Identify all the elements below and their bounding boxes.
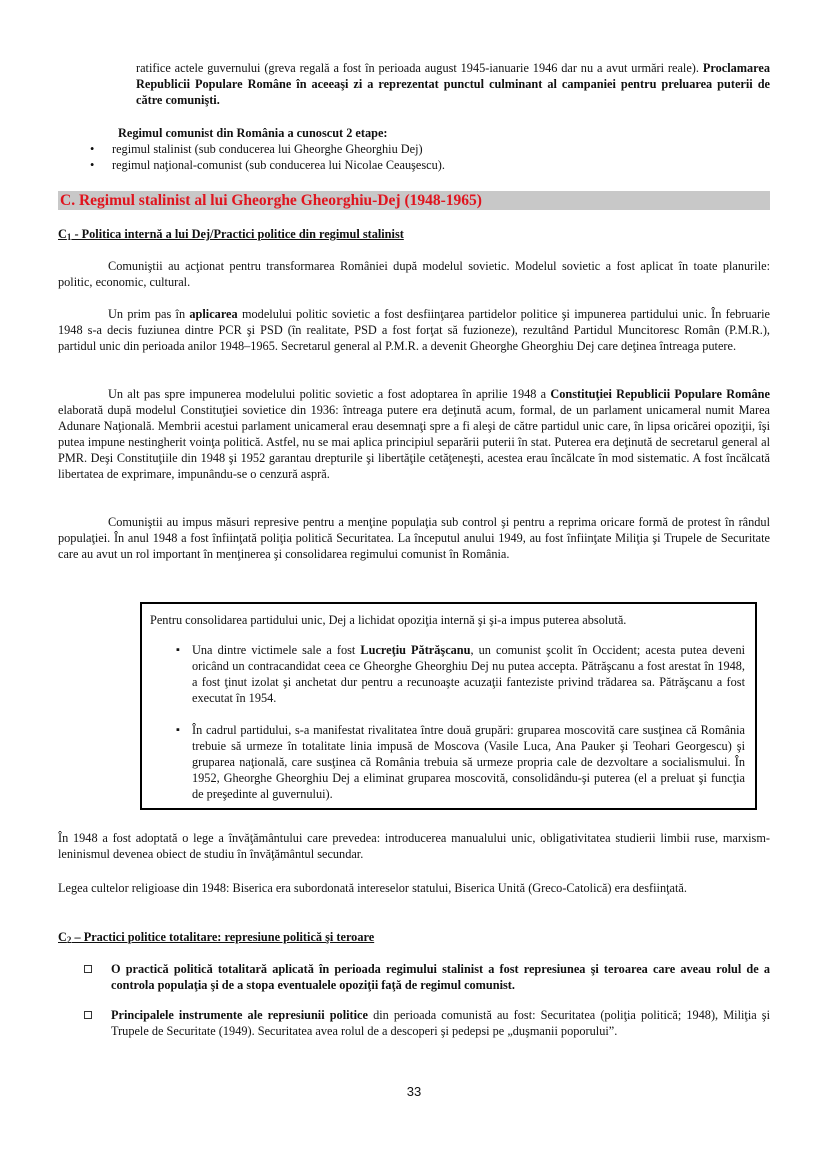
section-heading: C. Regimul stalinist al lui Gheorghe Gheorghiu-Dej (1948-1965) [58, 191, 770, 210]
list-item: • regimul naţional-comunist (sub conducerea lui Nicolae Ceauşescu). [90, 157, 445, 173]
square-bullet-icon [84, 965, 92, 973]
paragraph: Comuniştii au acţionat pentru transformarea României după modelul sovietic. Modelul sovietic a fost aplicat în toate planurile: politic, economic, cultural. [58, 259, 770, 289]
list-item: ▪ În cadrul partidului, s-a manifestat rivalitatea între două grupări: gruparea moscovită care susţinea că România trebuie să urmeze în totalitate linia impusă de Moscova (Vasile Luca, Ana Pauker şi Teohari Georgescu) şi gruparea naţională, care susţinea că România trebuia să urmeze propria cale de dezvoltare a socialismului. În 1952, Gheorghe Gheorghiu Dej a eliminat gruparea moscovită, consolidându-şi puterea (el a preluat şi funcţia de preşedinte al guvernului). [150, 722, 745, 802]
subsection-heading-c1: $C_1$ - Politica internă a lui Dej/Practici politice din regimul stalinist [58, 227, 404, 242]
square-bullet-icon [84, 1011, 92, 1019]
stages-list [90, 141, 445, 173]
page-number: 33 [406, 1084, 422, 1099]
intro-paragraph [136, 60, 770, 108]
paragraph: Comuniştii au impus măsuri represive pentru a menţine populaţia sub control şi pentru a reprima oricare formă de protest în rândul populaţiei. În anul 1948 a fost înfiinţată poliţia politică Securitatea. La începutul anului 1949, au fost înfiinţate Miliţia şi Trupele de Securitate care au avut un rol important în menţinerea şi consolidarea regimului comunist în România. [58, 515, 770, 561]
list-item: • regimul stalinist (sub conducerea lui Gheorghe Gheorghiu Dej) [90, 141, 445, 157]
list-item: Principalele instrumente ale represiunii politice din perioada comunistă au fost: Securitatea (poliţia politică; 1948), Miliţia şi Trupele de Securitate (1949). Securitatea avea rolul de a descoperi şi pedepsi pe „duşmanii poporului”. [84, 1007, 770, 1039]
intro-text: ratifice actele guvernului (greva regală a fost în perioada august 1945-ianuarie 1946 dar nu a avut urmări reale). [136, 61, 699, 75]
paragraph: Un alt pas spre impunerea modelului politic sovietic a fost adoptarea în aprilie 1948 a Constituţiei Republicii Populare Române elaborată după modelul Constituţiei sovietice din 1936: întreaga putere era deţinută acum, formal, de un parlament unicameral numit Marea Adunare Naţională. Membrii acestui parlament unicameral erau desemnaţi spre a fi aleşi de către partidul unic care, în lipsa oricărei opoziţii, îşi putea impune nestingherit voinţa politică. Astfel, nu se mai aplica principiul separării puterii în stat. Puterea era deţinută de secretarul general al PMR. Deşi Constituţiile din 1948 şi 1952 garantau drepturile şi libertăţile cetăţeneşti, acestea erau încălcate în mod sistematic. A fost încălcată libertatea de exprimare, impunându-se o cenzură aspră. [58, 387, 770, 481]
box-intro: Pentru consolidarea partidului unic, Dej a lichidat opoziţia internă şi şi-a impus puterea absolută. [150, 613, 627, 627]
stages-title: Regimul comunist din România a cunoscut 2 etape: [118, 126, 388, 140]
checkbox-list [84, 961, 770, 1039]
info-box [140, 602, 757, 810]
box-list [150, 642, 745, 802]
list-item: O practică politică totalitară aplicată în perioada regimului stalinist a fost represiunea şi teroarea care aveau rolul de a controla populaţia şi de a stopa eventualele opoziţii faţă de regimul comunist. [84, 961, 770, 993]
list-item: ▪ Una dintre victimele sale a fost Lucreţiu Pătrăşcanu, un comunist şcolit în Occident; acesta putea deveni oricând un contracandidat ceea ce Gheorghe Gheorghiu Dej nu putea accepta. Pătrăşcanu a fost arestat în 1948, a fost ţinut izolat şi anchetat dur pentru a recunoaşte acuzaţii fanteziste privind trădarea sa. Pătrăşcanu a fost executat în 1954. [150, 642, 745, 706]
subsection-heading-c2: $C_2$ – Practici politice totalitare: represiune politică şi teroare [58, 930, 375, 945]
intro-bold-text: Proclamarea Republicii Populare Române în aceeaşi zi a reprezentat punctul culminant al campaniei pentru preluarea puterii de către comunişti. [136, 61, 770, 107]
paragraph: Un prim pas în aplicarea modelului politic sovietic a fost desfiinţarea partidelor politice şi impunerea partidului unic. În februarie 1948 s-a decis fuziunea dintre PCR şi PSD (în realitate, PSD a fost forţat să fuzioneze), rezultând Partidul Muncitoresc Român (P.M.R.), partidul unic din perioada anilor 1948–1965. Secretarul general al P.M.R. a devenit Gheorghe Gheorghiu Dej care deţinea întreaga putere. [58, 307, 771, 353]
paragraph: Legea cultelor religioase din 1948: Biserica era subordonată intereselor statului, Biserica Unită (Greco-Catolică) era desfiinţată. [58, 881, 687, 895]
paragraph: În 1948 a fost adoptată o lege a învăţământului care prevedea: introducerea manualului unic, obligativitatea studierii limbii ruse, marxism-leninismul devenea obiect de studiu în învăţământul secundar. [58, 831, 770, 861]
